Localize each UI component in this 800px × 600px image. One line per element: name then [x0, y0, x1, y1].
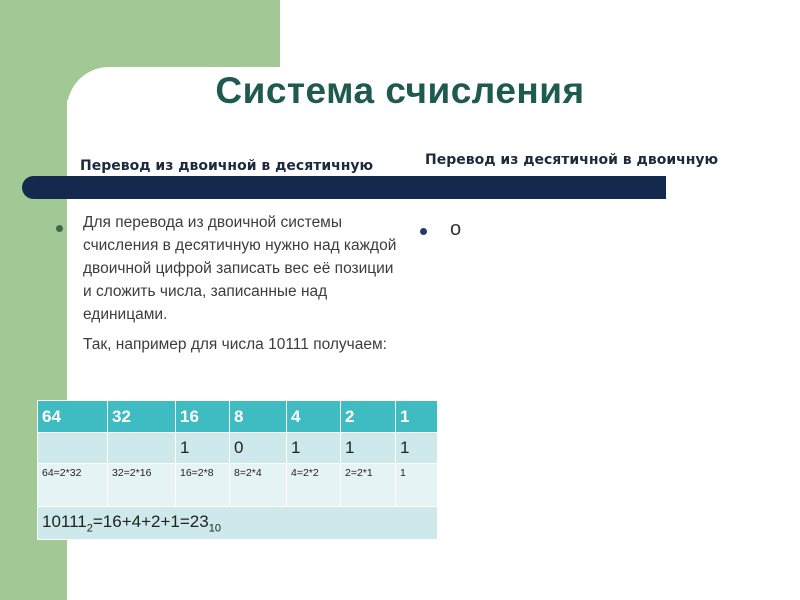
table-row-weights: [38, 401, 438, 433]
calc-cell: 1: [396, 464, 438, 507]
calc-cell: 32=2*16: [108, 464, 176, 507]
right-heading: Перевод из десятичной в двоичную: [425, 152, 719, 168]
bit-cell: 1: [176, 433, 230, 464]
weight-cell: 16: [176, 401, 230, 433]
result-part1: 10111: [42, 511, 87, 531]
calc-cell: 64=2*32: [38, 464, 108, 507]
left-body: [83, 211, 403, 356]
weight-cell: 32: [108, 401, 176, 433]
bit-cell: 1: [341, 433, 396, 464]
divider-bar: [22, 176, 666, 199]
result-sub1: 2: [86, 522, 93, 535]
weight-cell: 64: [38, 401, 108, 433]
left-paragraph-1: Для перевода из двоичной системы счисления в десятичную нужно над каждой двоичной цифрой записать вес её позиции и сложить числа, записанные над единицами.: [83, 214, 397, 323]
bullet-icon: [56, 225, 63, 232]
result-sub2: 10: [208, 522, 221, 535]
calc-cell: 16=2*8: [176, 464, 230, 507]
table-row-bits: [38, 433, 438, 464]
bit-cell: 1: [287, 433, 341, 464]
bullet-icon-right: [420, 228, 427, 235]
result-cell: [38, 507, 438, 540]
table-row-calcs: [38, 464, 438, 507]
weight-cell: 8: [230, 401, 287, 433]
bit-cell: 0: [230, 433, 287, 464]
weight-cell: 2: [341, 401, 396, 433]
binary-weights-table: [37, 400, 438, 540]
table-row-result: [38, 507, 438, 540]
left-heading: Перевод из двоичной в десятичную: [80, 158, 374, 174]
slide-title: Система счисления: [215, 70, 585, 111]
weight-cell: 4: [287, 401, 341, 433]
bit-cell: 1: [396, 433, 438, 464]
weight-cell: 1: [396, 401, 438, 433]
bit-cell: [38, 433, 108, 464]
result-part2: =16+4+2+1=23: [92, 511, 209, 531]
calc-cell: 8=2*4: [230, 464, 287, 507]
left-paragraph-2: Так, например для числа 10111 получаем:: [83, 336, 387, 353]
calc-cell: 4=2*2: [287, 464, 341, 507]
calc-cell: 2=2*1: [341, 464, 396, 507]
bit-cell: [108, 433, 176, 464]
right-bullet-text: о: [450, 218, 462, 240]
